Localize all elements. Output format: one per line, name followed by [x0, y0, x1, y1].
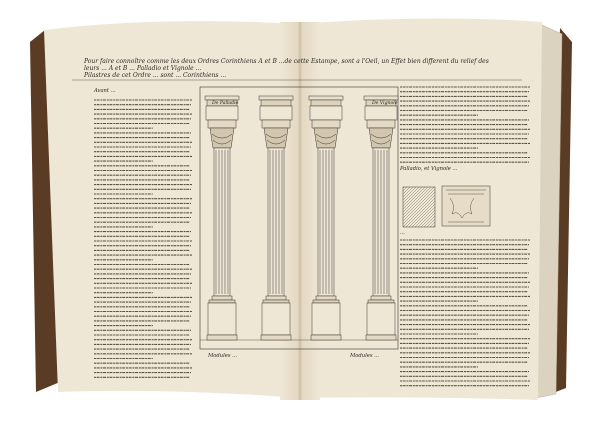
- scale-right: Modules ...: [350, 353, 380, 359]
- capital-figure: [442, 186, 490, 226]
- label-vignole: De Vignole: [372, 101, 398, 106]
- grid-figure: [403, 187, 435, 227]
- left-intro: Avant ...: [94, 88, 116, 94]
- header-line-3: Pilastres de cet Ordre ... sont ... Corinthiens ...: [84, 72, 227, 79]
- scale-left: Modules ...: [208, 353, 238, 359]
- label-palladio: De Palladio: [212, 101, 239, 106]
- header-line-2: leurs ... A et B ... Palladio et Vignole ...: [84, 65, 202, 72]
- right-headline: Palladio, et Vignole ...: [400, 166, 458, 172]
- header-line-1: Pour faire connoître comme les deux Ordres Corinthiens A et B ...de cette Estampe, sont a l'Oeil, un Effet bien different du relief des: [84, 58, 489, 65]
- gutter-shadow: [280, 22, 320, 400]
- figure-caption: ...: [400, 230, 405, 236]
